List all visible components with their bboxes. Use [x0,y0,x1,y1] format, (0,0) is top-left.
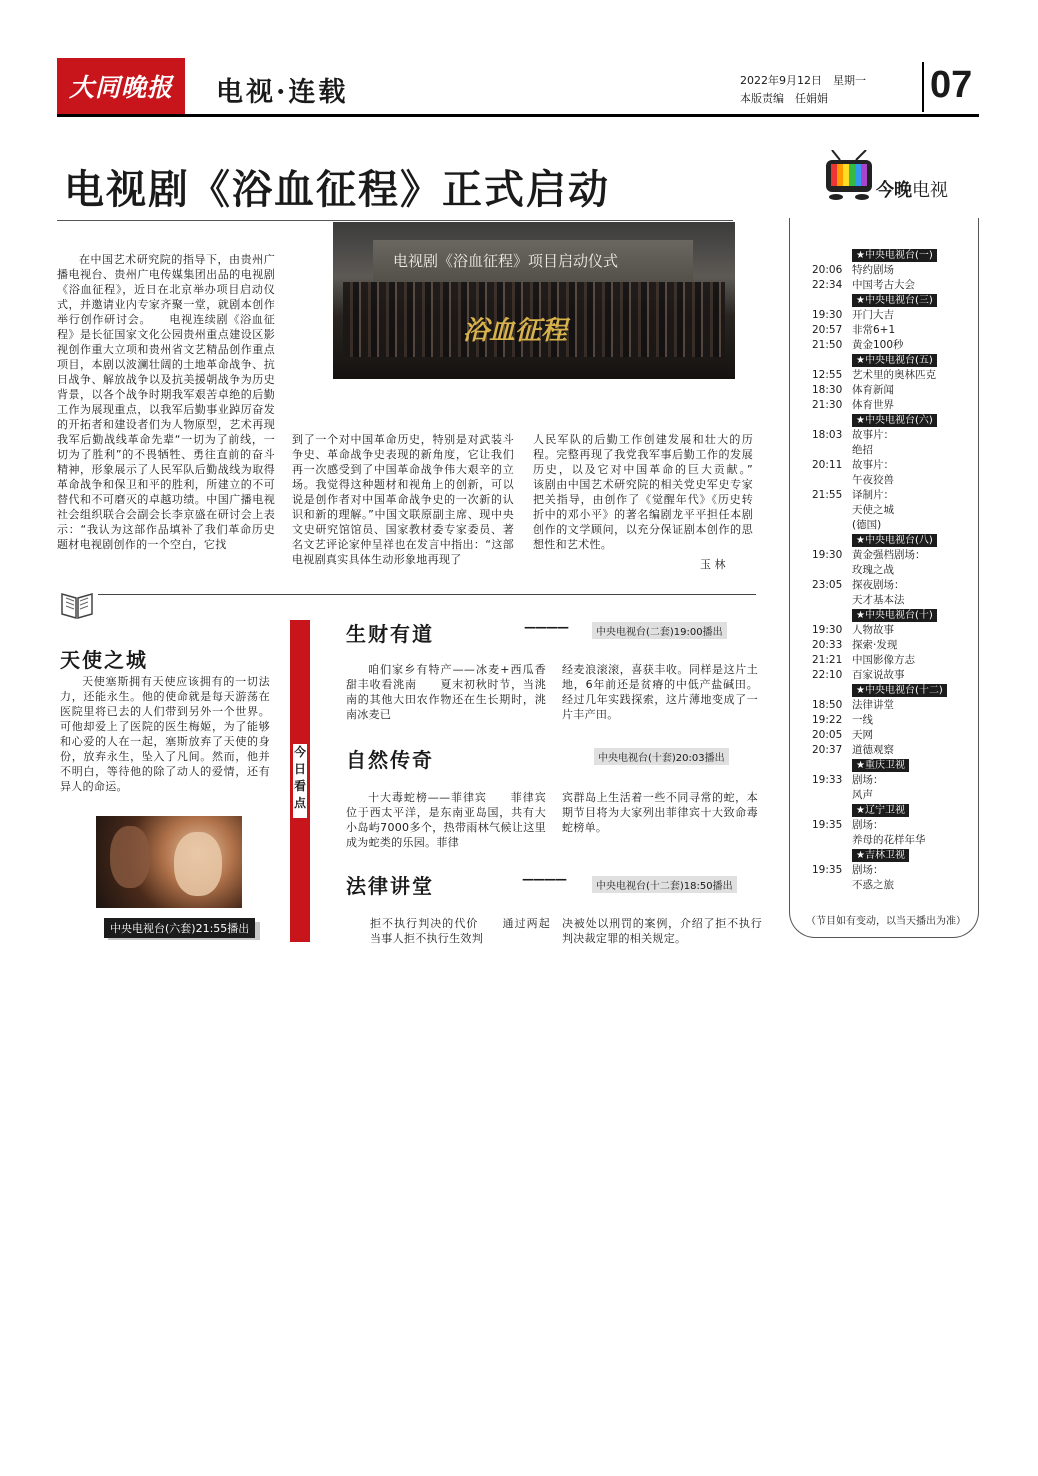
program-name: 探索·发现 [852,639,898,651]
program-subtitle: 天使之城 [852,504,894,516]
highlights-label: 今日看点 [293,744,307,818]
program-name: 故事片： 午夜狡兽 [852,458,970,488]
program-name: 非常6+1 [852,324,896,336]
channel-header: ★中央电视台(一) [852,249,937,262]
channel-header: ★中央电视台(八) [852,534,937,547]
program-time: 19:22 [812,714,843,726]
program-name: 译制片： 天使之城 (德国) [852,488,970,533]
program-row [800,653,970,668]
program-description-cont: 经麦浪滚滚，喜获丰收。同样是这片土地，6年前还是贫瘠的中低产盐碱田。经过几年实践探索，这片薄地变成了一片丰产田。 [562,663,758,721]
program-name: 剧场： 不惑之旅 [852,863,970,893]
program-subtitle: 玫瑰之战 [852,564,894,576]
program-time: 21:55 [812,489,843,501]
program-name: 体育世界 [852,399,894,411]
program-time: 20:11 [812,459,843,471]
program-subtitle: 绝招 [852,444,873,456]
program-row [800,323,970,338]
program-subtitle: 天才基本法 [852,594,905,606]
program-row [800,263,970,278]
page-number: 07 [930,64,973,106]
program-name: 特约剧场 [852,264,894,276]
program-name: 法律讲堂 [852,699,894,711]
channel-header: ★中央电视台(六) [852,414,937,427]
channel-header: ★中央电视台(五) [852,354,937,367]
program-row [800,698,970,713]
program-broadcast-tag: 中央电视台(二套)19:00播出 [592,622,727,639]
article-author: 玉 林 [700,558,726,571]
program-row [800,458,970,488]
channel-header: ★中央电视台(三) [852,294,937,307]
program-name: 百家说故事 [852,669,905,681]
program-description: 十大毒蛇榜——菲律宾 菲律宾位于西太平洋，是东南亚岛国，共有大小岛屿7000多个，热带雨林气候让这里成为蛇类的乐园。菲律 [346,791,546,849]
program-row [800,728,970,743]
program-name: 剧场： 养母的花样年华 [852,818,970,848]
program-time: 19:30 [812,624,843,636]
program-row [800,668,970,683]
program-title: 自然传奇 [346,748,434,772]
program-row [800,623,970,638]
program-row [800,578,970,608]
article-column-3: 人民军队的后勤工作创建发展和壮大的历程。完整再现了我党我军事后勤工作的发展历史，以及它对中国革命的巨大贡献。” 该剧由中国艺术研究院的相关党史军史专家把关指导，由创作了《觉醒年代》《历史转折中的邓小平》的著名编剧龙平平担任本剧创作的文学顾问，以充分保证剧本创作的思想性和艺术性。 [533,433,776,551]
program-name: 体育新闻 [852,384,894,396]
program-dash: ———— [522,872,566,886]
movie-broadcast-caption: 中央电视台(六套)21:55播出 [104,918,255,938]
program-subtitle: 不惑之旅 [852,879,894,891]
program-time: 19:35 [812,864,843,876]
article-headline: 电视剧《浴血征程》正式启动 [64,166,610,213]
program-name: 开门大吉 [852,309,894,321]
program-name: 中国考古大会 [852,279,915,291]
movie-title: 天使之城 [60,648,148,672]
program-time: 19:35 [812,819,843,831]
program-time: 19:30 [812,309,843,321]
program-name: 艺术里的奥林匹克 [852,369,936,381]
program-subtitle: (德国) [852,519,882,531]
program-row [800,308,970,323]
book-icon [60,590,94,620]
program-time: 21:50 [812,339,843,351]
section-title: 电视·连载 [216,77,349,108]
program-name: 天网 [852,729,873,741]
program-subtitle: 养母的花样年华 [852,834,926,846]
program-name: 中国影像方志 [852,654,915,666]
program-time: 20:37 [812,744,843,756]
program-time: 18:50 [812,699,843,711]
program-description: 咱们家乡有特产——冰麦+西瓜香甜丰收看洮南 夏末初秋时节，当洮南的其他大田农作物还在生长期时，洮南冰麦已 [346,663,546,721]
photo-figure-left [110,826,150,888]
program-dash: ———— [524,620,568,634]
photo-title-logo: 浴血征程 [463,316,568,346]
channel-header: ★辽宁卫视 [852,804,909,817]
program-name: 故事片： 绝招 [852,428,970,458]
movie-still-photo [96,816,242,908]
program-row [800,743,970,758]
program-name: 人物故事 [852,624,894,636]
program-row [800,773,970,803]
program-description-cont: 宾群岛上生活着一些不同寻常的蛇，本期节目将为大家列出菲律宾十大致命毒蛇榜单。 [562,791,758,834]
program-description: 拒不执行判决的代价 通过两起当事人拒不执行生效判 [370,917,550,945]
program-row [800,713,970,728]
photo-figure-right [174,832,222,896]
program-row [800,338,970,353]
program-name: 剧场： 风声 [852,773,970,803]
program-title: 法律讲堂 [346,874,434,898]
newspaper-logo: 大同晚报 [57,58,185,114]
channel-header: ★吉林卫视 [852,849,909,862]
program-row [800,488,970,533]
program-time: 20:33 [812,639,843,651]
program-time: 22:34 [812,279,843,291]
issue-date: 2022年9月12日 星期一 [740,74,866,87]
program-name: 黄金100秒 [852,339,904,351]
program-name: 一线 [852,714,873,726]
program-broadcast-tag: 中央电视台(十套)20:03播出 [594,748,729,765]
program-time: 18:03 [812,429,843,441]
program-time: 21:30 [812,399,843,411]
tv-icon [822,150,878,202]
program-time: 20:06 [812,264,843,276]
channel-header: ★中央电视台(十) [852,609,937,622]
channel-header: ★重庆卫视 [852,759,909,772]
headline-rule [57,220,733,221]
program-subtitle: 风声 [852,789,873,801]
program-time: 12:55 [812,369,843,381]
section-divider [98,594,756,595]
program-name: 探夜剧场： 天才基本法 [852,578,970,608]
program-name: 黄金强档剧场： 玫瑰之战 [852,548,970,578]
movie-synopsis: 天使塞斯拥有天使应该拥有的一切法力，还能永生。他的使命就是每天游荡在医院里将已去的人们带到另外一个世界。可他却爱上了医院的医生梅姬，为了能够和心爱的人在一起，塞斯放弃了天使的身份，放弃永生，坠入了凡间。然而，他并不明白，等待他的除了动人的爱情，还有异人的命运。 [60,675,270,793]
program-row [800,548,970,578]
program-description-cont: 决被处以刑罚的案例，介绍了拒不执行判决裁定罪的相关规定。 [562,917,762,945]
program-time: 18:30 [812,384,843,396]
program-row [800,863,970,893]
program-row [800,818,970,848]
program-row [800,278,970,293]
article-column-1: 在中国艺术研究院的指导下，由贵州广播电视台、贵州广电传媒集团出品的电视剧《浴血征程》，近日在北京举办项目启动仪式，并邀请业内专家齐聚一堂，就剧本创作举行创作研讨会。 电视连续剧《浴血征程》是长征国家文化公园贵州重点建设区影视创作重大立项和贵州省文艺精品创作重点项目，本剧以波澜壮阔的土地革命战争、抗日战争、解放战争以及抗美援朝战争为历史背景，以各个战争时期我军艰苦卓绝的后勤工作为展现重点，以我军后勤事业踔厉奋发的开拓者和建设者们为人物原型，艺术再现我军后勤战线革命先辈“一切为了前线，一切为了胜利”的不畏牺牲、勇往直前的奋斗精神，形象展示了人民军队后勤战线为取得革命战争和保卫和平的胜利，所建立的不可替代和不可磨灭的卓越功绩。中国广播电视社会组织联合会副会长李京盛在研讨会上表示：“我认为这部作品填补了我们革命历史题材电视剧创作的一个空白，它找 [57,253,275,551]
program-time: 20:57 [812,324,843,336]
channel-header: ★中央电视台(十二) [852,684,947,697]
article-column-2: 到了一个对中国革命历史，特别是对武装斗争史、革命战争史表现的新角度，它让我们再一次感受到了中国革命战争伟大艰辛的立场。我觉得这种题材和视角上的创新，可以说是创作者对中国革命战争史的一次新的认识和新的理解。”中国文联原副主席、现中央文史研究馆馆员、国家教材委专家委员、著名文艺评论家仲呈祥也在发言中指出：“这部电视剧真实具体生动形象地再现了 [292,433,514,566]
tv-schedule [800,248,970,893]
program-time: 19:30 [812,549,843,561]
launch-ceremony-photo [333,222,735,379]
program-time: 20:05 [812,729,843,741]
program-row [800,638,970,653]
program-name: 道德观察 [852,744,894,756]
program-row [800,428,970,458]
page-editor: 本版责编 任娟娟 [740,92,828,105]
program-time: 22:10 [812,669,843,681]
header-divider [922,62,924,112]
program-time: 21:21 [812,654,843,666]
program-time: 23:05 [812,579,843,591]
tonight-tv-title: 今晚电视 [876,180,948,201]
photo-banner-text: 电视剧《浴血征程》项目启动仪式 [393,252,619,270]
program-row [800,398,970,413]
program-row [800,368,970,383]
header-rule [57,114,979,117]
schedule-note: （节目如有变动，以当天播出为准） [806,916,966,927]
program-time: 19:33 [812,774,843,786]
program-subtitle: 午夜狡兽 [852,474,894,486]
program-broadcast-tag: 中央电视台(十二套)18:50播出 [592,876,737,893]
program-title: 生财有道 [346,622,434,646]
program-row [800,383,970,398]
